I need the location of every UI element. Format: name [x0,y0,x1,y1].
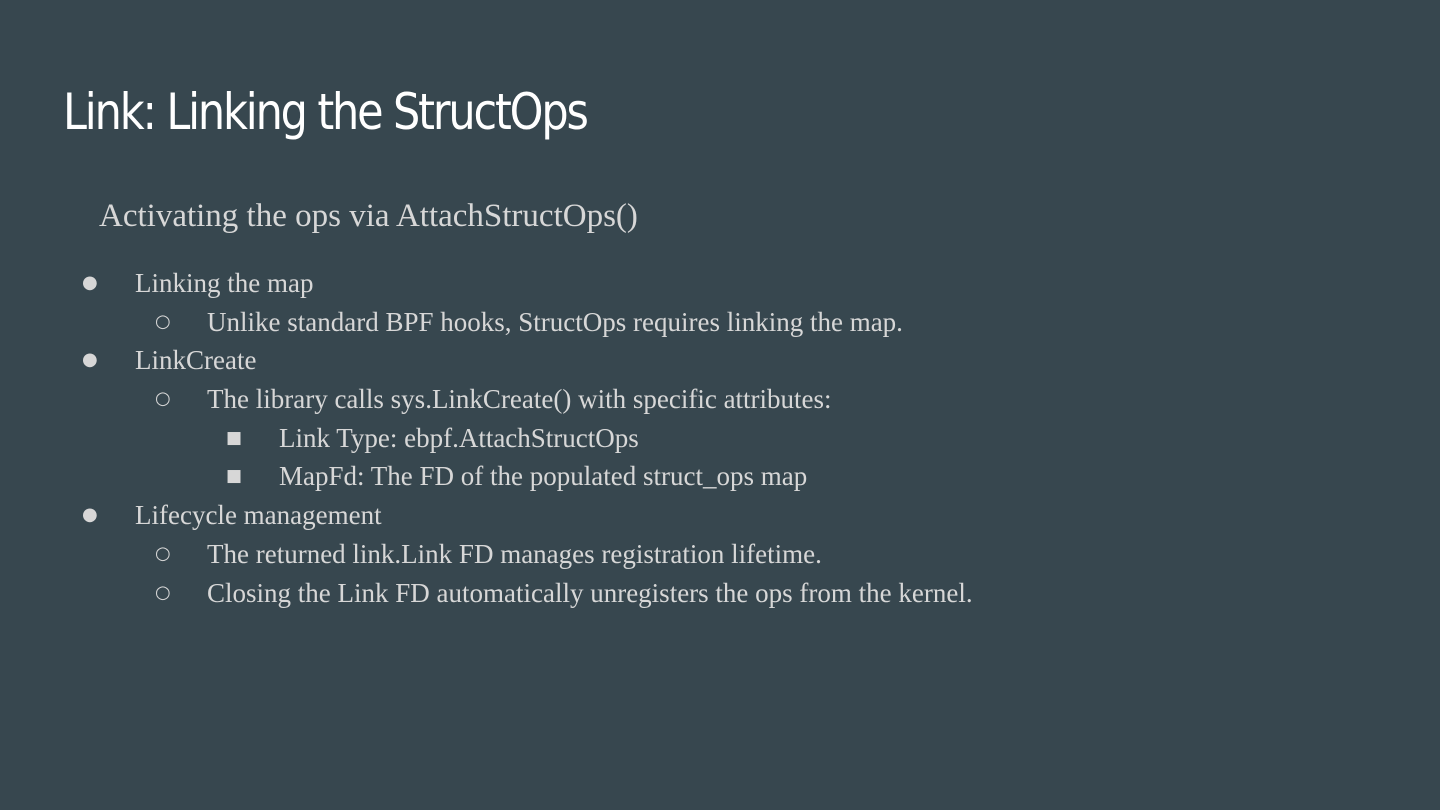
filled-circle-bullet-icon: ● [82,272,98,293]
bullet-text: The returned link.Link FD manages registration lifetime. [207,538,822,569]
slide-subtitle: Activating the ops via AttachStructOps() [99,198,638,234]
square-bullet-icon: ■ [226,427,243,448]
hollow-circle-bullet-icon: ○ [155,581,171,603]
bullet-text: LinkCreate [135,345,257,376]
bullet-text: Lifecycle management [135,500,382,531]
bullet-text: Link Type: ebpf.AttachStructOps [279,422,639,453]
filled-circle-bullet-icon: ● [82,349,98,371]
square-bullet-icon: ■ [226,466,243,487]
bullet-text: MapFd: The FD of the populated struct_ops map [279,461,808,492]
hollow-circle-bullet-icon: ○ [155,388,171,410]
filled-circle-bullet-icon: ● [82,504,98,526]
bullet-text: The library calls sys.LinkCreate() with specific attributes: [207,384,832,415]
bullet-text: Linking the map [135,268,314,298]
hollow-circle-bullet-icon: ○ [155,542,171,564]
hollow-circle-bullet-icon: ○ [155,310,171,332]
bullet-text: Unlike standard BPF hooks, StructOps requires linking the map. [207,306,903,337]
bullet-text: Closing the Link FD automatically unregisters the ops from the kernel. [207,577,973,608]
slide-title: Link: Linking the StructOps [63,83,587,141]
